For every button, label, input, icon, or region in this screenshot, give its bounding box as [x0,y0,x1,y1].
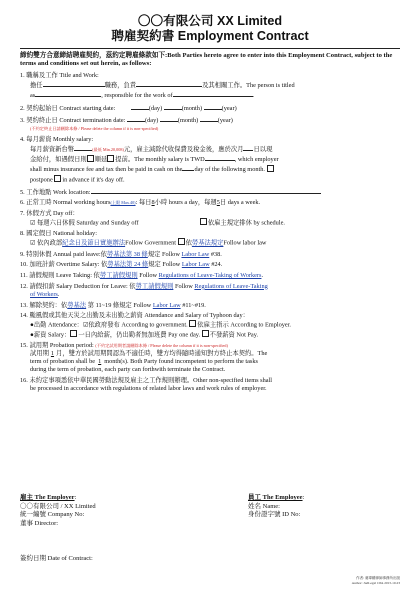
clause-1-text-f: . [252,92,255,99]
clause-4-line4 [20,175,400,185]
clause-9-text-a: 9. 特別休假 Annual paid leave:依 [20,250,107,258]
clause-8-options [20,238,400,248]
start-year-label: (year) [221,104,237,112]
labor-law-13-link[interactable]: 勞基法 [67,301,87,309]
clause-1-line1 [20,80,400,90]
clause-12-line2 [20,291,400,299]
holiday-regulation-link[interactable]: 紀念日及節日實施辦法 [62,239,126,247]
clause-15 [20,342,400,374]
clause-1 [20,72,400,100]
clause-16-line1: 16. 未約定事項悉依中華民國勞動法規及雇主之工作規則辦理。Other non-specified items shall [20,377,273,385]
clause-8-head: 8. 國定假日 National holiday: [20,230,97,238]
schedule-off-label: 依雇主規定排休 by schedule. [207,219,285,227]
clause-16-line2: be processed in accordance with regulations of related labor laws and work rules of employer. [30,385,267,393]
salary-text-b: 元，雇主減除代收保費及稅金後，應於次月 [123,146,244,154]
clause-6-text-e: 日 days a week. [219,199,261,207]
clause-4-line1 [20,144,400,154]
employee-signature: 員工 The Employee: 姓名 Name: 身份證字號 ID No: [248,494,305,519]
employer-name: 〇〇有限公司 / XX Limited [20,502,96,510]
probation-text-a: 試用期 [30,350,49,358]
salary-text-g: shall minus insurance fee and tax then be paid in cash on the [30,166,183,174]
clause-3 [20,115,400,133]
footer-line2: Author: JudLegal CPA 2015.10.23 [351,580,400,585]
clause-11 [20,272,400,280]
clause-13-text-a: 13. 解除契約：依 [20,301,68,309]
salary-text-e: 提前。The monthly salary is TWD [115,156,205,164]
clause-6-text-c: 小時 hours a day，每週 [154,199,217,207]
clause-12-text-b: Follow [174,282,193,290]
clause-7 [20,210,400,228]
labor-law-link[interactable]: Labor Law [181,250,210,258]
labor-law-38-link[interactable]: 勞基法第 38 條 [106,250,148,258]
clause-4-head: 4. 每月薪資 Monthly salary: [20,136,94,144]
postpone-checkbox[interactable] [87,155,94,162]
title-en-blank[interactable] [35,90,101,97]
not-pay-checkbox[interactable] [202,330,209,337]
end-year-label: (year) [217,117,233,125]
clause-10-text-b: 規定 Follow [148,261,181,269]
clause-10-text-c: #24. [211,261,223,269]
advance-en-label: in advance if it's day off. [62,176,125,184]
end-day-label: (day) [145,117,159,125]
probation-months-value: 1 [50,350,55,358]
weekend-off-label: 每週六日休假 Saturday and Sunday off [36,219,139,227]
clause-6-text-b: : 每日 [135,199,152,207]
leave-rules-link[interactable]: 勞工請假規則 [135,282,174,290]
clause-5 [20,187,400,197]
clause-11-text-c: . [261,272,264,280]
labor-law-link[interactable]: Labor Law [152,301,181,309]
clause-1-text-d: as [30,92,36,99]
employee-heading: 員工 The Employee [248,494,303,501]
clause-15-line1 [20,350,400,358]
clause-4 [20,136,400,184]
clause-7-head: 7. 休假方式 Day off： [20,210,79,218]
attendance-label: 出勤 Attendance： [33,321,83,329]
start-month-blank[interactable] [164,103,182,110]
clause-6-label: 6. 正常工時 Normal working hours [20,199,111,207]
postpone-en-checkbox[interactable] [267,165,274,172]
attendance-gov-checked-icon[interactable]: ☑ [82,322,89,329]
company-no-label[interactable]: 統一編號 Company No: [20,511,85,519]
probation-months-en-value: 1 [98,358,102,366]
employer-heading: 雇主 The Employer [20,494,75,501]
clause-15-line3: during the term of probation, each party can forthwith terminate the Contract. [30,366,226,374]
leave-rules-link[interactable]: 勞工請假規則 [99,272,138,280]
salary-twd-blank[interactable] [205,154,235,161]
director-label[interactable]: 董事 Director: [20,519,59,527]
footer [352,576,400,585]
leave-regulations-link[interactable]: Regulations of Leave-Taking [194,282,268,290]
clause-4-line3 [20,164,400,174]
clause-1-text-c: 及其相關工作。The person is titled [202,81,295,89]
max-hours-note: (上限 Max.40) [110,200,136,206]
clause-12-text-a: 12. 請假扣薪 Salary Deduction for Leave: 依 [20,282,136,290]
attendance-gov-label: 依政府發布 According to government. [88,321,188,329]
probation-text-d: month(s). Both Party found incompetent to perform the tasks [104,358,258,366]
clause-1-text-e: , responsible for the work of [101,92,173,99]
labor-law-link[interactable]: Labor Law [181,261,210,269]
company-title: 〇〇有限公司 XX Limited [137,14,283,28]
clause-1-head: 1. 職稱及工作 Title and Work: [20,71,99,79]
pay-one-day-label: 一日內給薪，仍出勤者無加班費 Pay one day. [78,331,201,339]
employee-name-label[interactable]: 姓名 Name: [248,502,280,510]
clause-10-text-a: 10. 加班計薪 Overtime Salary: 依 [20,261,108,269]
clause-1-text-a: 擔任 [30,81,43,89]
salary-text-f: , which employer [234,156,279,164]
work-en-blank[interactable] [173,90,253,97]
top-divider [20,48,400,49]
intro-text: 締約雙方合意締結聘雇契約，茲約定聘雇條款如下:Both Parties hereto agree to enter into this Employment Contract, subject to the terms and conditions set out herein, as follows: [20,52,393,68]
start-month-label: (month) [181,104,203,112]
work-blank[interactable] [136,80,202,87]
title-blank[interactable] [43,80,105,87]
clause-5-label: 5. 工作地點 Work location: [20,188,91,196]
clause-13-text-c: #11~#19. [182,301,206,309]
pay-one-day-checkbox[interactable] [70,330,77,337]
clause-14-head: 14. 颱風假或其他天災之出勤及未出勤之薪資 Attendance and Salary of Typhoon day： [20,312,249,320]
postpone-en-label: postpone [30,176,53,184]
clause-14 [20,312,400,339]
contract-page [20,14,400,396]
clause-13 [20,302,400,310]
leave-regulations-link-cont[interactable]: of Workers [30,290,58,298]
clause-12 [20,283,400,299]
clause-3-label: 3. 契約終止日 Contract termination date: [20,117,126,125]
weekend-off-checked-icon[interactable]: ☑ [30,220,36,227]
clause-11-text-a: 11. 請假規則 Leave Taking: 依 [20,272,100,280]
salary-text-d: 金給付，如遇假日則 [30,156,87,164]
schedule-off-checkbox[interactable] [200,218,207,225]
clause-16 [20,377,400,393]
advance-en-checkbox[interactable] [54,175,61,182]
footer-line1: 作者: 蔣瑋鵬律師事務所出版 [356,576,400,580]
clause-8 [20,230,400,248]
employee-id-label[interactable]: 身份證字號 ID No: [248,511,301,519]
start-day-blank[interactable] [131,103,149,110]
salary-text-a: 每月薪資新台幣 [30,146,75,154]
clause-9-text-b: 規定 Follow [147,250,180,258]
hours-per-day-value: 8 [151,199,155,207]
clause-1-line2 [20,90,400,100]
clause-8-text-d: Follow labor law [223,239,267,247]
typhoon-salary-label: 薪資 Salary： [33,331,71,339]
clause-8-text-c: 依 [185,239,192,247]
clause-1-text-b: 職務，負責 [104,81,137,89]
postpone-label: 順延 [94,156,108,164]
clause-15-label: 15. 試用期 Probation period: [20,342,94,350]
salary-text-h: day of the following month. [194,166,265,174]
probation-text-b: 月，雙方於試用期間認為不適任時，雙方均得隨時通知對方終止本契約。The [56,350,268,358]
employer-signature: 雇主 The Employer: 〇〇有限公司 / XX Limited 統一編號 Company No: 董事 Director: [20,494,96,527]
clause-6 [20,199,400,207]
start-day-label: (day) [148,104,163,112]
clause-7-options [20,218,400,228]
end-month-label: (month) [177,117,199,125]
clause-8-text-a: 依內政部 [36,239,63,247]
end-year-blank[interactable] [200,115,218,122]
clause-12-text-c: . [57,290,60,298]
attendance-employer-label: 依雇主指示 According to Employer. [197,321,292,329]
start-year-blank[interactable] [204,103,222,110]
clause-8-text-b: Follow Government [125,239,177,247]
advance-checkbox[interactable] [107,155,114,162]
work-location-blank[interactable] [91,187,321,194]
clause-13-text-b: 第 11~19 條規定 Follow [87,301,152,309]
contract-date[interactable]: 簽約日期 Date of Contract: [20,555,93,562]
pay-day-blank[interactable] [243,144,253,151]
end-month-blank[interactable] [160,115,178,122]
clause-14-line2 [20,330,400,340]
leave-regulations-link[interactable]: Regulations of Leave-Taking of Workers [158,272,262,280]
clause-9 [20,251,400,259]
gov-holiday-checked-icon[interactable]: ☑ [30,240,36,247]
not-pay-label: 不發薪資 Not Pay. [209,331,259,339]
end-day-blank[interactable] [127,115,145,122]
clause-3-note: (不約定終止日請刪除本條 / Please delete the column if it is non-specified) [30,126,159,132]
labor-law-holiday-checkbox[interactable] [178,238,185,245]
contract-title: 聘雇契約書 Employment Contract [111,29,309,43]
probation-text-c: term of probation shall be [30,358,96,366]
min-salary-note: (最低 Min.20,008) [92,147,124,153]
salary-bullet-icon: ● [30,331,34,339]
clause-11-text-b: Follow [139,272,158,280]
clause-2 [20,103,400,113]
attendance-employer-checkbox[interactable] [189,320,196,327]
pay-day-en-blank[interactable] [182,164,194,171]
days-per-week-value: 5 [216,199,220,207]
clause-2-label: 2. 契約起始日 Contract starting date: [20,104,116,112]
labor-law-24-link[interactable]: 勞基法第 24 條 [107,261,149,269]
clause-14-line1 [20,320,400,330]
salary-amount-blank[interactable] [74,144,92,151]
clause-10 [20,261,400,269]
clause-15-note: (不約定試用期者請刪除本條 / Please delete the column if it is non-specified) [95,343,228,349]
clause-4-line2 [20,154,400,164]
labor-law-holiday-link[interactable]: 勞基法規定 [191,239,224,247]
attendance-bullet-icon: ● [30,321,34,329]
clause-15-line2 [20,358,400,366]
salary-text-c: 日以現 [253,146,273,154]
clause-9-text-c: #38. [210,250,222,258]
